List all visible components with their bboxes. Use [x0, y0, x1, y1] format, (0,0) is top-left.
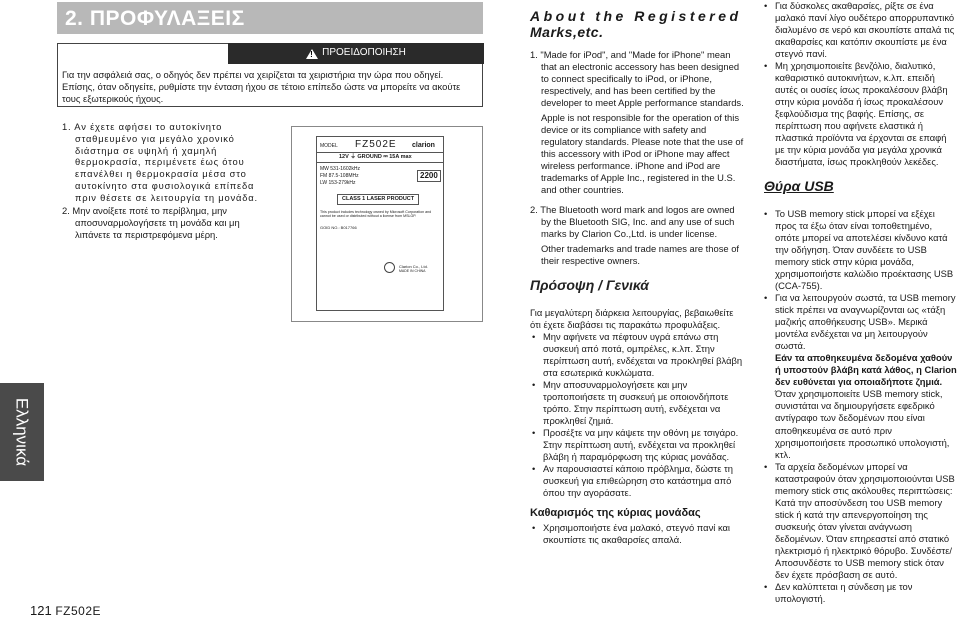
usb-bullets	[762, 208, 958, 605]
precautions-list	[62, 121, 270, 243]
page-number-footer	[30, 603, 101, 619]
front-bullet: • Αν παρουσιαστεί κάποιο πρόβλημα, δώστε τη συσκευή για επιθεώρηση στο κατάστημα από όπου την αγοράσατε.	[530, 463, 745, 499]
label-band: MW 531-1602kHz	[320, 166, 361, 172]
product-label-sticker	[316, 136, 444, 311]
front-bullet: • Μην αποσυναρμολογήσετε και μην τροποποιήσετε τη συσκευή με οποιονδήποτε τρόπο. Στην περίπτωση αυτή, ενδέχεται να προκληθεί ζημιά.	[530, 379, 745, 427]
label-brand: clarion	[412, 142, 435, 149]
warning-heading-bar	[228, 43, 484, 64]
registered-item: Apple is not responsible for the operation of this device or its compliance with safety and regulatory standards. Please note that the use of this accessory with iPod or iPhone may affect wireless performance. iPhone and iPod are trademarks of Apple Inc., registered in the U.S. and other countries.	[541, 111, 744, 195]
front-bullet: • Προσέξτε να μην κάψετε την οθόνη με τσιγάρο. Στην περίπτωση αυτή, ενδέχεται να προκληθεί βλάβη ή παραμόρφωση της κύριας μονάδας.	[530, 427, 745, 463]
precaution-item: 2. Μην ανοίξετε ποτέ το περίβλημα, μην αποσυναρμολογήσετε τη μονάδα και μη λιπάνετε τα περιστρεφόμενα μέρη.	[62, 205, 240, 240]
label-power: 12V ⏚ GROUND ⎓ 15A max	[339, 154, 412, 160]
label-origin: MADE IN CHINA	[399, 269, 426, 273]
label-logo-icon	[384, 262, 395, 273]
product-label-figure	[291, 126, 483, 322]
cleaning-bullet: • Μη χρησιμοποιείτε βενζόλιο, διαλυτικό, καθαριστικό αυτοκινήτων, κ.λπ. επειδή αυτές οι ουσίες ίσως προκαλέσουν βλάβη στην κύρια μονάδα ή ίσως προκαλέσουν ξεφλούδισμα της βαφής. Επίσης, σε περίπτωση που αφήνετε ελαστικά ή πλαστικά προϊόντα να έρχονται σε επαφή με την κύρια μονάδα για μεγάλα χρονικά διαστήματα, ίσως προκληθούν λεκέδες.	[762, 60, 958, 168]
registered-item: 2. The Bluetooth word mark and logos are owned by the Bluetooth SIG, Inc. and any use of such marks by Clarion Co.,Ltd. is under license.	[530, 203, 735, 240]
column-middle	[530, 8, 745, 546]
language-side-tab	[0, 383, 44, 481]
precaution-item: 1. Αν έχετε αφήσει το αυτοκίνητο σταθμευμένο για μεγάλο χρονικό διάστημα σε υψηλή ή χαμηλή θερμοκρασία, περιμένετε έως ότου επανέλθει η θερμοκρασία μέσα στο αυτοκίνητο στα φυσιολογικά επίπεδα πριν θέσετε σε λειτουργία τη μονάδα.	[62, 121, 258, 203]
cleaning-bullet: • Για δύσκολες ακαθαρσίες, ρίξτε σε ένα μαλακό πανί λίγο ουδέτερο απορρυπαντικό διαλυμένο σε νερό και σκουπίστε απαλά τις ακαθαρσίες και κατόπιν σκουπίστε με ένα στεγνό πανί.	[762, 0, 958, 60]
column-right	[762, 0, 958, 605]
registered-item: Other trademarks and trade names are those of their respective owners.	[541, 243, 740, 267]
cleaning-heading: Καθαρισμός της κύριας μονάδας	[530, 507, 701, 520]
usb-bullet: • Τα αρχεία δεδομένων μπορεί να καταστραφούν όταν χρησιμοποιούνται USB memory stick στις ακόλουθες περιπτώσεις: Κατά την αποσύνδεση του USB memory stick ή κατά την απενεργοποίηση της συσκευής όταν γίνεται ανάγνωση δεδομένων. Όταν επηρεαστεί από στατικό ηλεκτρισμό ή ηλεκτρικό θόρυβο. Συνδέστε/Αποσυνδέστε το USB memory stick όταν δεν έχετε πρόσβαση σε αυτό.	[762, 461, 958, 581]
cleaning-bullets-cont	[762, 0, 958, 168]
label-goid: GOID NO.: B017766	[320, 225, 357, 230]
page-model: FZ502E	[55, 604, 102, 618]
front-intro: Για μεγαλύτερη διάρκεια λειτουργίας, βεβαιωθείτε ότι έχετε διαβάσει τις παρακάτω προφυλάξεις.	[530, 306, 734, 330]
section-title-bar	[57, 2, 483, 34]
usb-heading: Θύρα USB	[764, 178, 834, 195]
usb-bullet: • Για να λειτουργούν σωστά, τα USB memory stick πρέπει να αναγνωρίζονται ως «τάξη μαζικής αποθήκευσης USB». Μερικά μοντέλα ενδέχεται να μη λειτουργούν σωστά.	[762, 292, 958, 352]
front-bullet: • Μην αφήνετε να πέφτουν υγρά επάνω στη συσκευή από ποτά, ομπρέλες, κ.λπ. Στην περίπτωση αυτή, ενδέχεται να προκληθεί βλάβη στα εσωτερικά κυκλώματα.	[530, 331, 745, 379]
label-model: FZ502E	[355, 139, 397, 150]
registered-heading: About the Registered	[530, 8, 742, 24]
warning-text: Για την ασφάλειά σας, ο οδηγός δεν πρέπει να χειρίζεται τα χειριστήρια την ώρα που οδηγεί. Επίσης, όταν οδηγείτε, ρυθμίστε την ένταση ήχου σε τέτοιο επίπεδο ώστε να μπορείτε να ακούτε τους εξωτερικούς ήχους.	[62, 69, 461, 104]
warning-triangle-icon: !	[306, 49, 318, 59]
label-code: 2200	[417, 170, 441, 182]
label-model-caption: MODEL	[320, 143, 338, 149]
label-maker: Clarion Co., Ltd.	[399, 264, 428, 269]
registered-item: 1. "Made for iPod", and "Made for iPhone" mean that an electronic accessory has been designed to connect specifically to iPod, or iPhone, respectively, and has been certified by the developer to meet Apple performance standards.	[530, 48, 744, 108]
language-label: Ελληνικά	[12, 397, 32, 467]
label-notice: This product includes technology owned by Microsoft Corporation and cannot be used or distributed without a license from MSLGP.	[320, 210, 432, 219]
front-bullets	[530, 331, 745, 499]
registered-heading-2: Marks,etc.	[530, 24, 604, 41]
front-heading: Πρόσοψη / Γενικά	[530, 277, 649, 294]
page-number: 121	[30, 603, 52, 618]
label-band: FM 87.5-108MHz	[320, 173, 359, 179]
label-band: LW 153-279kHz	[320, 180, 356, 186]
warning-heading: ΠΡΟΕΙΔΟΠΟΙΗΣΗ	[322, 47, 406, 59]
usb-bold-note: Εάν τα αποθηκευμένα δεδομένα χαθούν ή υποστούν βλάβη κατά λάθος, η Clarion δεν ευθύνεται για οποιαδήποτε ζημιά.	[775, 352, 957, 388]
section-title: 2. ΠΡΟΦΥΛΑΞΕΙΣ	[65, 7, 245, 30]
registered-list	[530, 49, 745, 268]
cleaning-bullets	[530, 522, 745, 546]
label-laser-class: CLASS 1 LASER PRODUCT	[337, 194, 419, 205]
usb-after-note: Όταν χρησιμοποιείτε USB memory stick, συνιστάται να δημιουργήσετε εφεδρικό αντίγραφο των δεδομένων που είναι αποθηκευμένα σε αυτό πριν χρησιμοποιήσετε προσωπικό υπολογιστή, κτλ.	[775, 388, 950, 460]
usb-bullet: • Το USB memory stick μπορεί να εξέχει προς τα έξω όταν είναι τοποθετημένο, οπότε μπορεί να αποτελέσει κίνδυνο κατά την οδήγηση. Όταν συνδέετε το USB memory stick στην κύρια μονάδα, χρησιμοποιήστε καλώδιο προέκτασης USB (CCA-755).	[762, 208, 958, 292]
usb-bullet: • Δεν καλύπτεται η σύνδεση με τον υπολογιστή.	[762, 581, 958, 605]
cleaning-bullet: • Χρησιμοποιήστε ένα μαλακό, στεγνό πανί και σκουπίστε τις ακαθαρσίες απαλά.	[530, 522, 745, 546]
warning-box	[57, 43, 483, 107]
